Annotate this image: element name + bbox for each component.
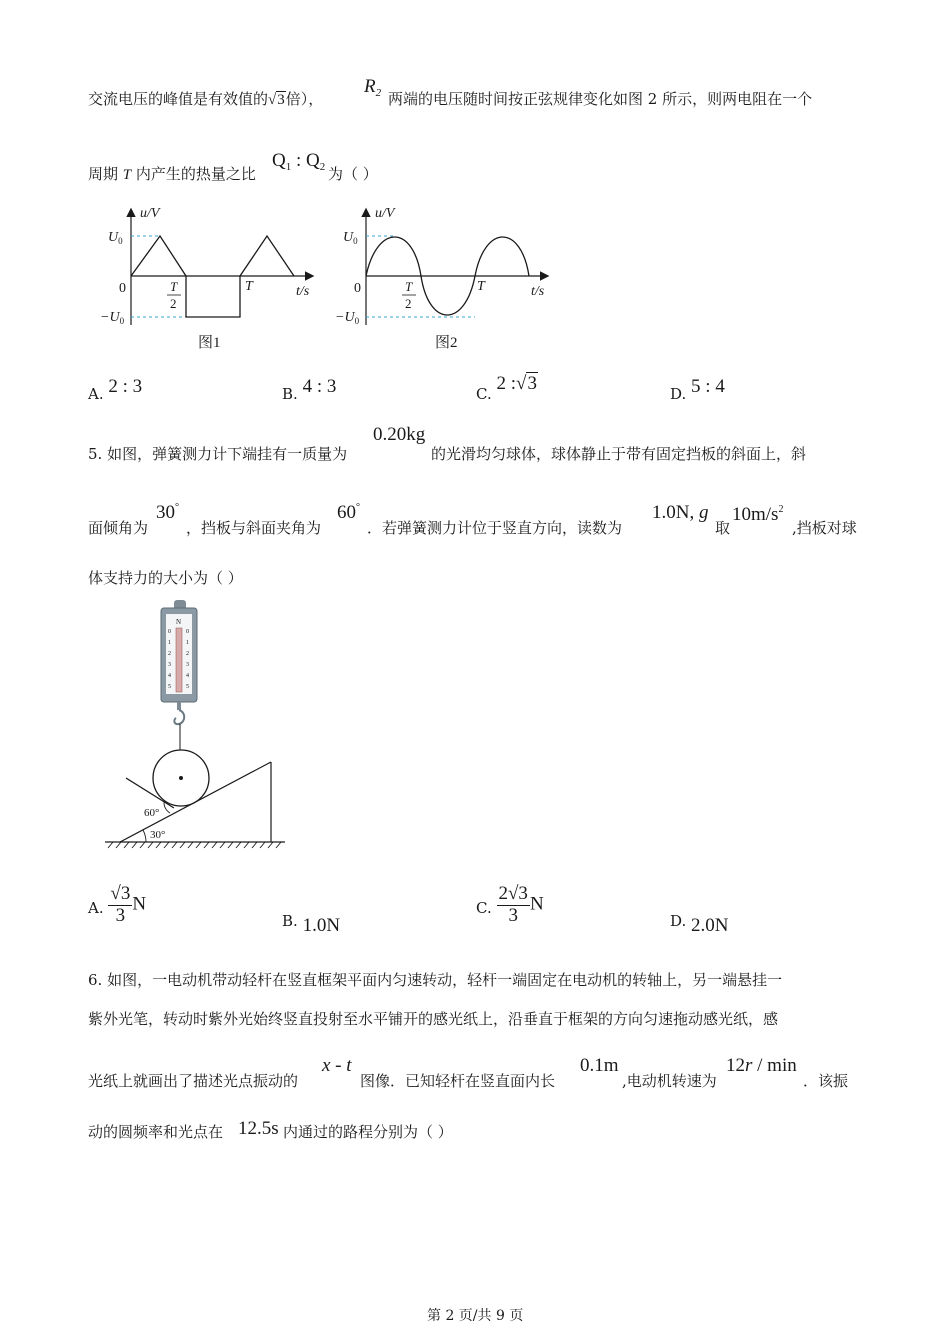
scale-tick-1: 1 [168, 640, 171, 646]
q5-option-c[interactable] [476, 884, 544, 927]
scale-tick-3: 3 [168, 662, 171, 668]
q-colon: : Q [291, 150, 320, 171]
q6-line3-text-a: 光纸上就画出了描述光点振动的 [88, 1072, 299, 1090]
q4-line2 [88, 163, 256, 184]
q5-option-a[interactable] [88, 884, 146, 927]
q6-line3-text-d: ．该振 [803, 1072, 849, 1090]
q5-line2-text-a: 面倾角为 [88, 519, 149, 537]
q4-line1-text-c: 两端的电压随时间按正弦规律变化如图 2 所示，则两电阻在一个 [388, 90, 813, 108]
sqrt3-radicand: 3 [277, 92, 285, 108]
scale-tick-5-right: 5 [186, 684, 189, 690]
option-letter: D. [670, 912, 687, 930]
fig2-negu0-label: $-U_0$ [335, 310, 360, 326]
q6-length: 0.1m [580, 1055, 619, 1076]
option-letter: B. [282, 912, 298, 930]
scale-tick-4: 4 [168, 673, 171, 679]
scale-hook-stem [177, 702, 181, 710]
r2-symbol [364, 76, 381, 99]
scale-tick-3-right: 3 [186, 662, 189, 668]
q5-line2-text-c: ．若弹簧测力计位于竖直方向，读数为 [367, 519, 623, 537]
option-letter: B. [282, 385, 298, 403]
scale-tick-4-right: 4 [186, 673, 189, 679]
option-letter: D. [670, 385, 687, 403]
angle-60-label: 60° [144, 807, 160, 819]
fig2-half-den: 2 [405, 296, 412, 311]
fig2-u-label: u/V [375, 206, 395, 221]
q4-line2-text-c: 为（ ） [328, 165, 378, 183]
q5-angle-60: 60° [337, 502, 360, 523]
fig1-half-num: T [170, 279, 178, 294]
scale-tick-0-right: 0 [186, 629, 189, 635]
r2-letter: R [364, 76, 376, 97]
sqrt3: √3 [268, 92, 285, 108]
fig1-u0-label: $U_0$ [108, 230, 123, 246]
scale-unit-label: N [176, 618, 182, 626]
q5-line3: 体支持力的大小为（ ） [88, 569, 243, 587]
scale-spring [176, 628, 182, 692]
fig1-time-axis-label: t/s [296, 284, 310, 299]
q5-line1-text-b: 的光滑均匀球体，球体静止于带有固定挡板的斜面上，斜 [431, 445, 807, 463]
q-ratio [272, 150, 325, 173]
q6-line2: 紫外光笔，转动时紫外光始终竖直投射至水平铺开的感光纸上，沿垂直于框架的方向匀速拖动感光纸，感 [88, 1010, 779, 1028]
option-sqrt: √3 [516, 373, 537, 394]
scale-tick-2-right: 2 [186, 651, 189, 657]
q4-option-a[interactable] [88, 376, 143, 403]
option-letter: A. [88, 385, 104, 403]
period-symbol: T [122, 167, 132, 183]
q5-gvalue: $10m/s^2$ [732, 504, 784, 525]
figure-1-graph [90, 200, 330, 360]
option-fraction: $\frac{2√3}{3}$ [498, 883, 528, 926]
fig1-u-label: u/V [140, 206, 160, 221]
fig1-negu0-label: $-U_0$ [100, 310, 125, 326]
option-value: 1.0N [302, 915, 341, 936]
q4-line2-text-b: 内产生的热量之比 [135, 165, 256, 183]
option-letter: C. [476, 899, 492, 918]
q4-line1-text-a: 交流电压的峰值是有效值的 [88, 90, 269, 108]
option-letter: C. [476, 385, 492, 403]
q5-line2-text-e: ,挡板对球 [792, 519, 857, 537]
spring-scale-figure [100, 596, 300, 858]
q5-reading: 1.0N, g [652, 502, 709, 523]
option-value: 2.0N [691, 915, 729, 936]
q4-line1 [88, 88, 323, 109]
q6-line3-text-b: 图像．已知轻杆在竖直面内长 [360, 1072, 556, 1090]
fig2-caption: 图2 [435, 335, 458, 351]
q6-line4-text-a: 动的圆频率和光点在 [88, 1123, 224, 1141]
angle-30-label: 30° [150, 829, 166, 841]
fig1-half-den: 2 [170, 296, 177, 311]
q5-mass: 0.20kg [373, 424, 426, 445]
fig2-time-axis-label: t/s [531, 284, 545, 299]
option-value: 2 : [496, 373, 517, 394]
q5-option-b[interactable] [282, 910, 341, 936]
fig2-t-label: T [477, 279, 485, 294]
q5-line1-text-a: 5. 如图，弹簧测力计下端挂有一质量为 [88, 445, 348, 463]
option-fraction: $\frac{√3}{3}$ [110, 883, 131, 926]
option-unit: N [132, 893, 147, 915]
q6-line3-text-c: ,电动机转速为 [622, 1072, 717, 1090]
fig2-half-num: T [405, 279, 413, 294]
fig1-caption: 图1 [198, 335, 221, 351]
option-unit: N [529, 893, 544, 915]
q6-line1: 6. 如图，一电动机带动轻杆在竖直框架平面内匀速转动，轻杆一端固定在电动机的转轴上，另一端悬挂一 [88, 971, 783, 989]
q5-line2-text-d: 取 [715, 519, 731, 537]
q-letter: Q [272, 150, 286, 171]
ball-center [179, 776, 183, 780]
q1-sub: 1 [285, 161, 292, 173]
q4-option-b[interactable] [282, 376, 337, 403]
q4-line2-text-a: 周期 [88, 165, 119, 183]
q6-speed: 12r / min [726, 1055, 797, 1076]
q6-line4-text-b: 内通过的路程分别为（ ） [283, 1123, 453, 1141]
fig2-origin: 0 [354, 281, 361, 296]
q2-sub: 2 [319, 161, 326, 173]
option-value: 4 : 3 [302, 376, 337, 397]
fig2-u0-label: $U_0$ [343, 230, 358, 246]
q4-line1-text-b: 倍）， [285, 90, 324, 108]
scale-hook [174, 710, 184, 724]
scale-tick-2: 2 [168, 651, 171, 657]
angle-30-arc [143, 830, 146, 842]
page-number-footer: 第 2 页/共 9 页 [427, 1308, 524, 1324]
scale-tick-0: 0 [168, 629, 171, 635]
q5-option-d[interactable] [670, 910, 729, 936]
option-value: 5 : 4 [691, 376, 725, 397]
q5-line2-text-b: ，挡板与斜面夹角为 [186, 519, 322, 537]
ground-hatching [108, 842, 281, 848]
r2-sub: 2 [375, 87, 382, 99]
option-value: 2 : 3 [108, 376, 143, 397]
figure-2-graph [325, 200, 565, 360]
fig1-t-label: T [245, 279, 253, 294]
q5-angle-30: 30° [156, 502, 179, 523]
q4-option-d[interactable] [670, 376, 725, 403]
scale-tick-5: 5 [168, 684, 171, 690]
q6-time: 12.5s [238, 1118, 279, 1139]
scale-tick-1-right: 1 [186, 640, 189, 646]
fig1-origin: 0 [119, 281, 126, 296]
option-letter: A. [88, 899, 104, 918]
q4-option-c[interactable] [476, 373, 538, 403]
q6-xt: x - t [322, 1055, 352, 1076]
